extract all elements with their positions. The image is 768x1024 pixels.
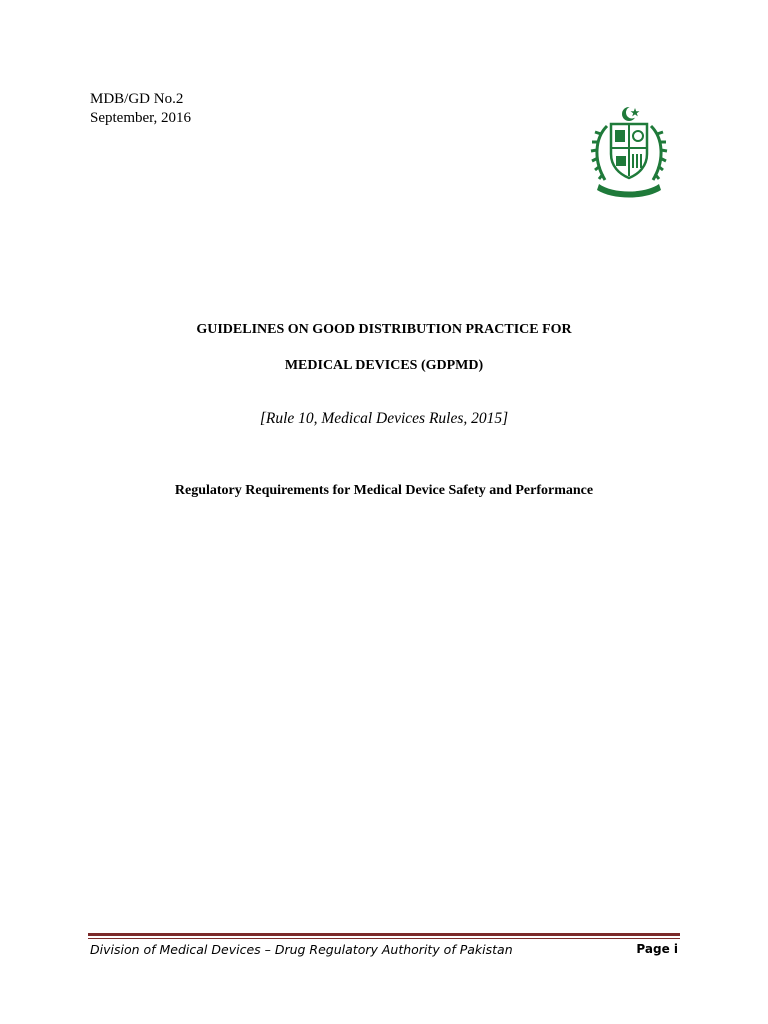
state-emblem-icon: [585, 104, 673, 200]
rule-reference: [Rule 10, Medical Devices Rules, 2015]: [259, 410, 509, 427]
page-number: Page i: [636, 942, 678, 956]
document-number: MDB/GD No.2: [90, 91, 184, 107]
footer-divider-thin: [88, 938, 680, 939]
footer-divider: [88, 933, 680, 936]
document-title-line-1: GUIDELINES ON GOOD DISTRIBUTION PRACTICE FOR: [196, 322, 572, 337]
document-reference: [90, 90, 191, 128]
document-date: September, 2016: [90, 110, 192, 126]
footer-organization: Division of Medical Devices – Drug Regulatory Authority of Pakistan: [90, 942, 513, 957]
document-title-line-2: MEDICAL DEVICES (GDPMD): [284, 358, 484, 373]
document-subtitle: Regulatory Requirements for Medical Device Safety and Performance: [174, 483, 594, 498]
